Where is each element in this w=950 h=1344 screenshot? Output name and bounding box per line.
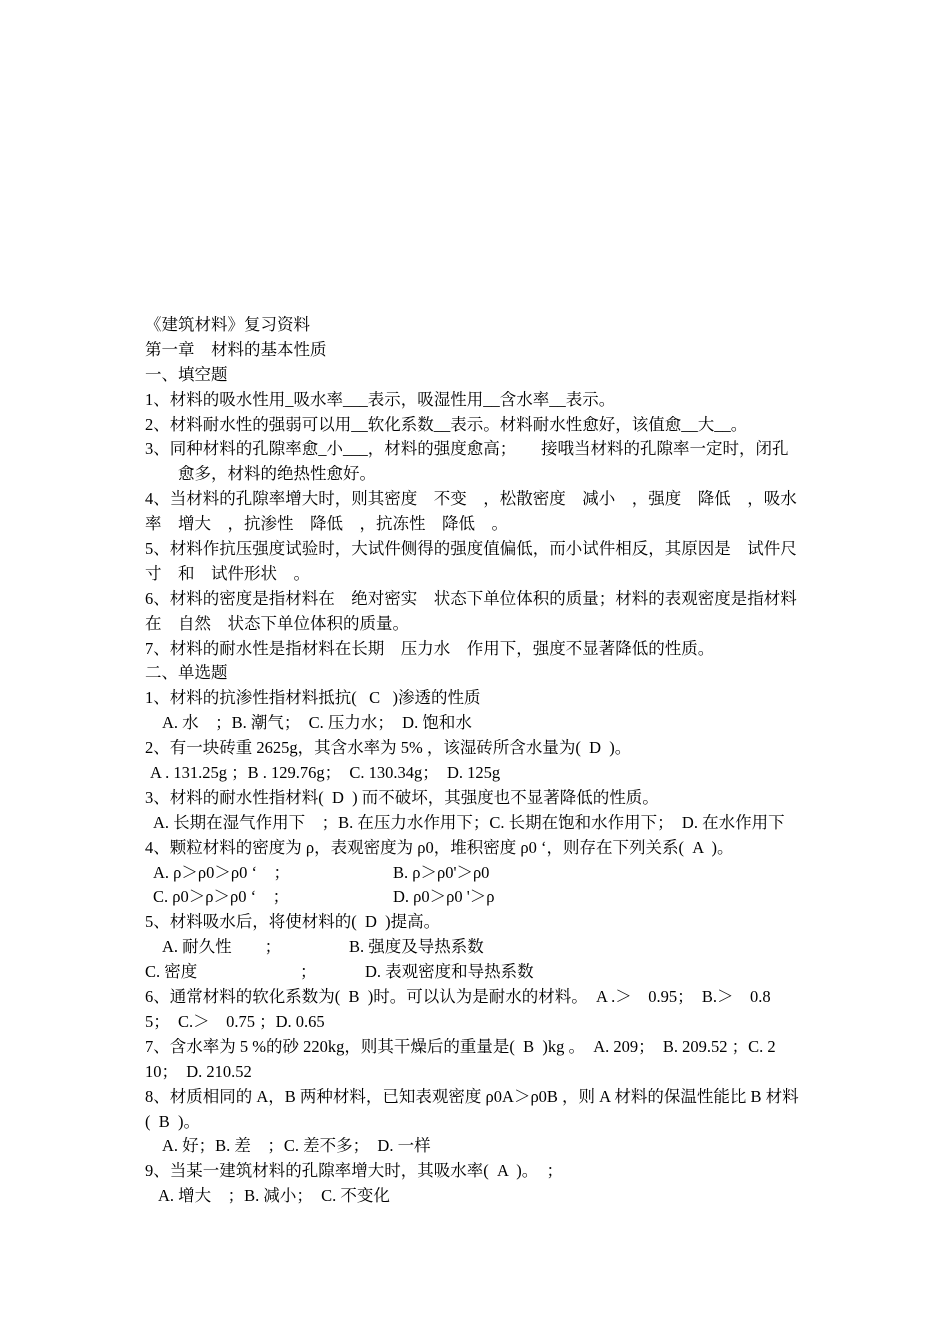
fill-in-q3-line1: 3、同种材料的孔隙率愈_小___，材料的强度愈高； 接哦当材料的孔隙率一定时，闭孔 [145, 439, 789, 459]
document-title: 《建筑材料》复习资料 [145, 315, 310, 334]
choice-q8-line1: 8、材质相同的 A，B 两种材料，已知表观密度 ρ0A＞ρ0B ，则 A 材料的保温性能比 B 材料 [145, 1086, 799, 1106]
choice-q5-stem: 5、材料吸水后，将使材料的( D )提高。 [145, 912, 441, 932]
fill-in-q7: 7、材料的耐水性是指材料在长期 压力水 作用下，强度不显著降低的性质。 [145, 638, 715, 658]
section-heading-single-choice: 二、单选题 [145, 663, 228, 683]
fill-in-q5-line2: 寸 和 试件形状 。 [145, 563, 310, 583]
choice-q5-option-c: C. 密度 [145, 962, 198, 982]
document-body [145, 313, 825, 1209]
choice-q5-option-b: B. 强度及导热系数 [349, 937, 484, 957]
fill-in-q2: 2、材料耐水性的强弱可以用__软化系数__表示。材料耐水性愈好，该值愈__大__。 [145, 414, 748, 434]
choice-q4-option-b: B. ρ＞ρ0'＞ρ0 [393, 862, 490, 882]
fill-in-q1: 1、材料的吸水性用_吸水率___表示，吸湿性用__含水率__表示。 [145, 389, 616, 409]
choice-q6-line1: 6、通常材料的软化系数为( B )时。可以认为是耐水的材料。 A .＞ 0.95； B.＞ 0.8 [145, 987, 771, 1007]
choice-q4-options-row2 [145, 885, 825, 910]
choice-q5-options-row1 [145, 935, 825, 960]
choice-q8-options: A. 好；B. 差 ；C. 差不多； D. 一样 [162, 1136, 431, 1156]
choice-q3-stem: 3、材料的耐水性指材料( D ) 而不破坏，其强度也不显著降低的性质。 [145, 787, 659, 807]
choice-q4-option-a: A. ρ＞ρ0＞ρ0 ‘ ； [153, 862, 290, 882]
choice-q5-options-row2 [145, 960, 825, 985]
choice-q2-options: A . 131.25g ；B . 129.76g； C. 130.34g； D. 125g [150, 763, 501, 783]
choice-q9-options: A. 增大 ；B. 减小； C. 不变化 [158, 1186, 390, 1206]
choice-q1-stem: 1、材料的抗渗性指材料抵抗( C )渗透的性质 [145, 688, 481, 708]
choice-q4-stem: 4、颗粒材料的密度为 ρ，表观密度为 ρ0，堆积密度 ρ0 ‘，则存在下列关系( A )。 [145, 837, 734, 857]
fill-in-q6-line1: 6、材料的密度是指材料在 绝对密实 状态下单位体积的质量；材料的表观密度是指材料 [145, 588, 797, 608]
fill-in-q5-line1: 5、材料作抗压强度试验时，大试件侧得的强度值偏低，而小试件相反，其原因是 试件尺 [145, 539, 797, 559]
choice-q5-option-a: A. 耐久性 ； [162, 937, 282, 957]
chapter-heading: 第一章 材料的基本性质 [145, 339, 327, 359]
choice-q7-line1: 7、含水率为 5 %的砂 220kg，则其干燥后的重量是( B )kg 。 A. 209； B. 209.52 ；C. 2 [145, 1036, 776, 1056]
choice-q5-option-d: D. 表观密度和导热系数 [365, 962, 534, 982]
fill-in-q6-line2: 在 自然 状态下单位体积的质量。 [145, 613, 409, 633]
fill-in-q4-line1: 4、当材料的孔隙率增大时，则其密度 不变 ，松散密度 减小 ，强度 降低 ，吸水 [145, 489, 797, 509]
choice-q4-options-row1 [145, 861, 825, 886]
choice-q1-options: A. 水 ；B. 潮气； C. 压力水； D. 饱和水 [162, 713, 472, 733]
choice-q4-option-c: C. ρ0＞ρ＞ρ0 ‘ ； [153, 887, 290, 907]
choice-q2-stem: 2、有一块砖重 2625g，其含水率为 5% ，该湿砖所含水量为( D )。 [145, 738, 632, 758]
choice-q6-line2: 5； C.＞ 0.75 ；D. 0.65 [145, 1011, 325, 1031]
fill-in-q4-line2: 率 增大 ，抗渗性 降低 ，抗冻性 降低 。 [145, 514, 508, 534]
fill-in-q3-line2: 愈多，材料的绝热性愈好。 [178, 464, 376, 484]
choice-q5-separator: ； [300, 962, 317, 982]
choice-q3-options: A. 长期在湿气作用下 ；B. 在压力水作用下；C. 长期在饱和水作用下； D. 在水作用下 [153, 812, 785, 832]
choice-q8-line2: ( B )。 [145, 1111, 200, 1131]
choice-q7-line2: 10； D. 210.52 [145, 1061, 252, 1081]
section-heading-fill-in: 一、填空题 [145, 364, 228, 384]
choice-q9-stem: 9、当某一建筑材料的孔隙率增大时，其吸水率( A )。 ； [145, 1161, 563, 1181]
choice-q4-option-d: D. ρ0＞ρ0 '＞ρ [393, 887, 495, 907]
